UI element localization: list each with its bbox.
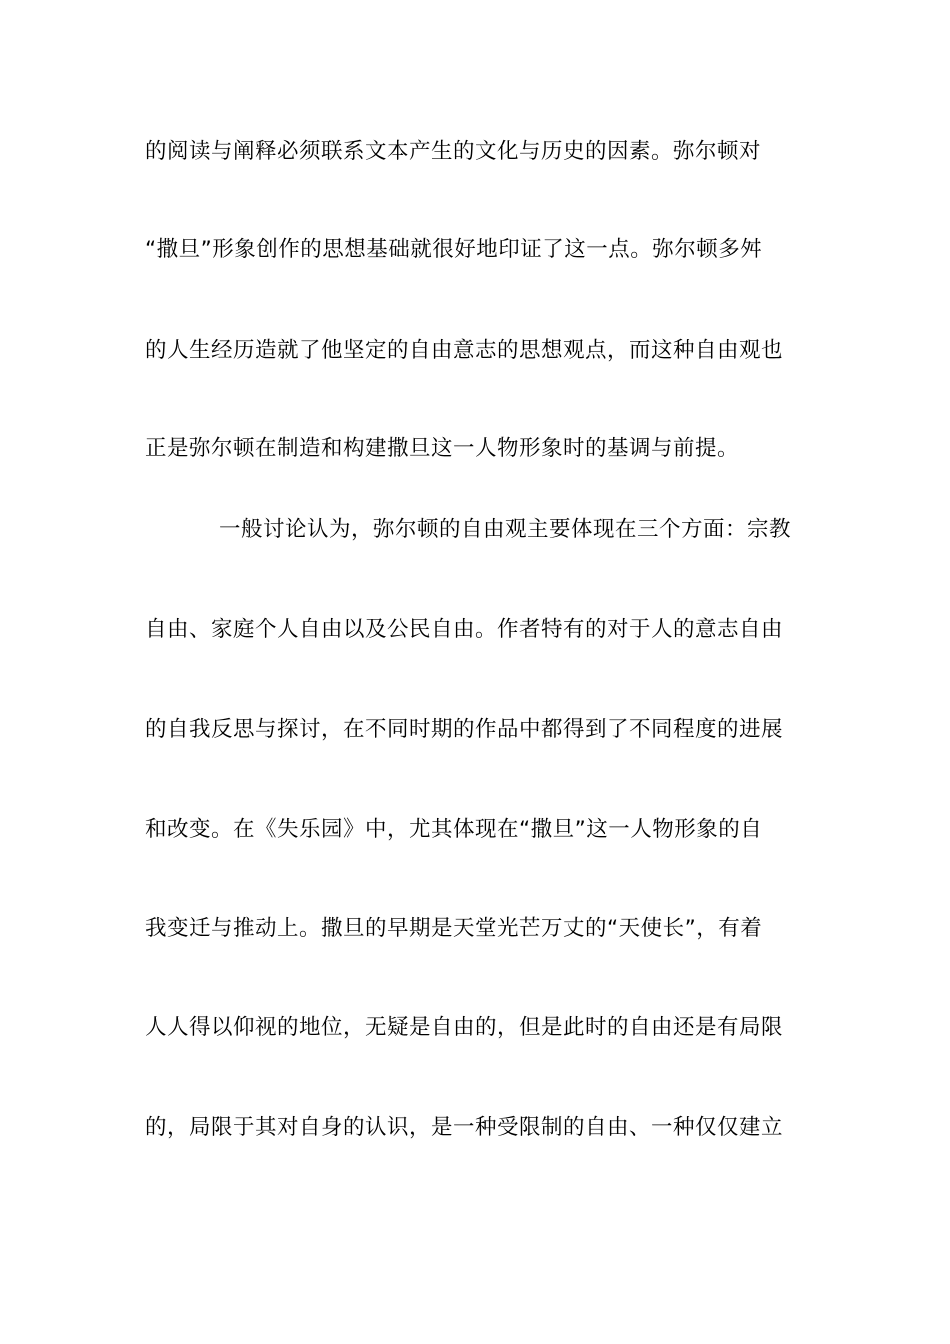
text-line: “撒旦”形象创作的思想基础就很好地印证了这一点。弥尔顿多舛: [145, 237, 763, 262]
text-line: 的阅读与阐释必须联系文本产生的文化与历史的因素。弥尔顿对: [145, 139, 762, 164]
text-line: 和改变。在《失乐园》中，尤其体现在“撒旦”这一人物形象的自: [145, 817, 763, 842]
text-line: 的自我反思与探讨，在不同时期的作品中都得到了不同程度的进展: [145, 717, 784, 742]
text-line: 自由、家庭个人自由以及公民自由。作者特有的对于人的意志自由: [145, 617, 784, 642]
paragraph-first-line: 一般讨论认为，弥尔顿的自由观主要体现在三个方面：宗教: [219, 517, 792, 542]
text-line: 的人生经历造就了他坚定的自由意志的思想观点，而这种自由观也: [145, 338, 784, 363]
text-line: 的，局限于其对自身的认识，是一种受限制的自由、一种仅仅建立: [145, 1115, 784, 1140]
text-line: 我变迁与推动上。撒旦的早期是天堂光芒万丈的“天使长”，有着: [145, 916, 763, 941]
text-line: 正是弥尔顿在制造和构建撒旦这一人物形象时的基调与前提。: [145, 436, 740, 461]
text-line: 人人得以仰视的地位，无疑是自由的，但是此时的自由还是有局限: [145, 1015, 784, 1040]
